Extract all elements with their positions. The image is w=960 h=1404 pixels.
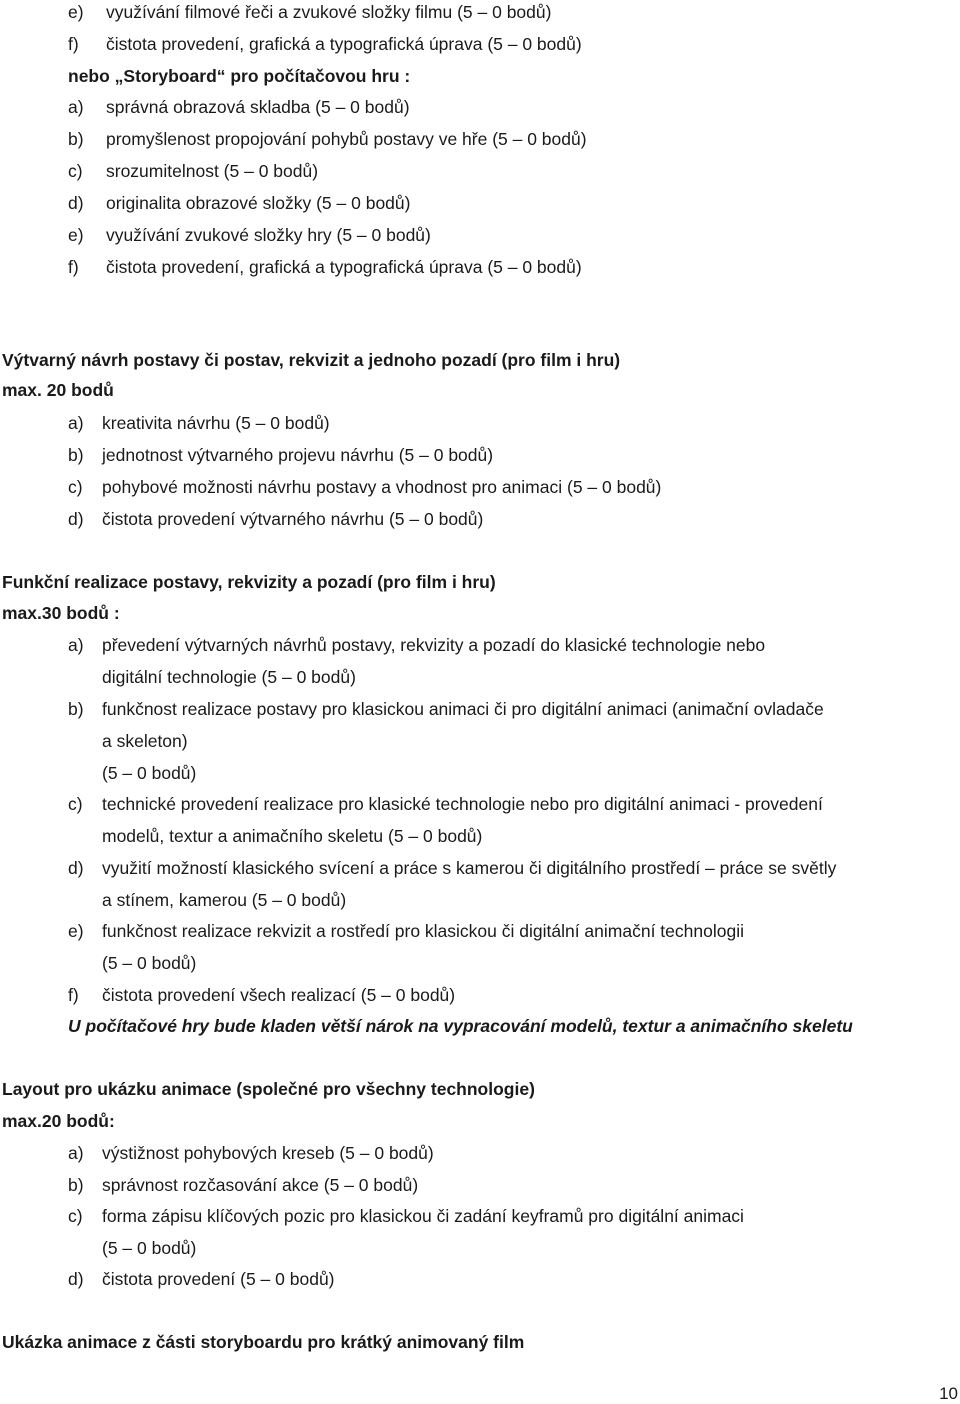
list-label: d) <box>68 858 84 878</box>
list-item-continued: (5 – 0 bodů) <box>102 953 197 973</box>
list-label: c) <box>68 161 83 181</box>
list-item-continued: (5 – 0 bodů) <box>102 1238 197 1258</box>
list-label: a) <box>68 1143 84 1163</box>
list-item-continued: digitální technologie (5 – 0 bodů) <box>102 667 356 687</box>
note: U počítačové hry bude kladen větší nárok na vypracování modelů, textur a animačního skeletu <box>68 1016 853 1036</box>
section-heading: Výtvarný návrh postavy či postav, rekvizit a jednoho pozadí (pro film i hru) <box>2 350 621 370</box>
list-label: f) <box>68 257 79 277</box>
list-label: c) <box>68 1206 83 1226</box>
list-item: promyšlenost propojování pohybů postavy ve hře (5 – 0 bodů) <box>106 129 587 149</box>
list-item: forma zápisu klíčových pozic pro klasickou či zadání keyframů pro digitální animaci <box>102 1206 744 1226</box>
list-item: správná obrazová skladba (5 – 0 bodů) <box>106 97 410 117</box>
list-item: čistota provedení (5 – 0 bodů) <box>102 1269 335 1289</box>
list-item: využívání filmové řeči a zvukové složky filmu (5 – 0 bodů) <box>106 2 552 22</box>
list-label: b) <box>68 1175 84 1195</box>
list-label: e) <box>68 2 84 22</box>
list-label: a) <box>68 413 84 433</box>
max-points: max.20 bodů: <box>2 1111 115 1131</box>
list-label: d) <box>68 509 84 529</box>
max-label: max. <box>2 380 42 400</box>
list-item: technické provedení realizace pro klasické technologie nebo pro digitální animaci - provedení <box>102 794 823 814</box>
list-label: b) <box>68 699 84 719</box>
section-heading: Layout pro ukázku animace (společné pro všechny technologie) <box>2 1079 535 1099</box>
list-label: f) <box>68 985 79 1005</box>
list-label: b) <box>68 129 84 149</box>
list-label: c) <box>68 477 83 497</box>
list-label: d) <box>68 1269 84 1289</box>
list-label: e) <box>68 921 84 941</box>
list-item-continued: a stínem, kamerou (5 – 0 bodů) <box>102 890 347 910</box>
section-heading: Ukázka animace z části storyboardu pro krátký animovaný film <box>2 1332 525 1352</box>
list-item: čistota provedení, grafická a typografická úprava (5 – 0 bodů) <box>106 34 582 54</box>
list-item-continued: (5 – 0 bodů) <box>102 763 197 783</box>
section-heading: Funkční realizace postavy, rekvizity a pozadí (pro film i hru) <box>2 572 496 592</box>
max-points <box>2 379 114 401</box>
list-item: čistota provedení, grafická a typografická úprava (5 – 0 bodů) <box>106 257 582 277</box>
list-item-continued: modelů, textur a animačního skeletu (5 – 0 bodů) <box>102 826 483 846</box>
list-label: a) <box>68 635 84 655</box>
storyboard-heading: nebo „Storyboard“ pro počítačovou hru : <box>68 66 411 86</box>
list-item: pohybové možnosti návrhu postavy a vhodnost pro animaci (5 – 0 bodů) <box>102 477 662 497</box>
max-value: 20 bodů <box>41 380 114 400</box>
list-item: kreativita návrhu (5 – 0 bodů) <box>102 413 330 433</box>
list-label: d) <box>68 193 84 213</box>
list-label: b) <box>68 445 84 465</box>
list-item: jednotnost výtvarného projevu návrhu (5 – 0 bodů) <box>102 445 494 465</box>
list-item: originalita obrazové složky (5 – 0 bodů) <box>106 193 411 213</box>
list-item: čistota provedení všech realizací (5 – 0 bodů) <box>102 985 456 1005</box>
list-item: srozumitelnost (5 – 0 bodů) <box>106 161 319 181</box>
list-label: c) <box>68 794 83 814</box>
max-points: max.30 bodů : <box>2 603 120 623</box>
list-item: využití možností klasického svícení a práce s kamerou či digitálního prostředí – práce se světly <box>102 858 837 878</box>
list-label: a) <box>68 97 84 117</box>
list-item: čistota provedení výtvarného návrhu (5 – 0 bodů) <box>102 509 484 529</box>
list-item-continued: a skeleton) <box>102 731 188 751</box>
list-item: využívání zvukové složky hry (5 – 0 bodů) <box>106 225 431 245</box>
list-item: převedení výtvarných návrhů postavy, rekvizity a pozadí do klasické technologie nebo <box>102 635 766 655</box>
list-item: funkčnost realizace rekvizit a rostředí pro klasickou či digitální animační technologii <box>102 921 744 941</box>
list-item: funkčnost realizace postavy pro klasickou animaci či pro digitální animaci (animační ovladače <box>102 699 824 719</box>
list-label: e) <box>68 225 84 245</box>
list-label: f) <box>68 34 79 54</box>
list-item: výstižnost pohybových kreseb (5 – 0 bodů) <box>102 1143 434 1163</box>
list-item: správnost rozčasování akce (5 – 0 bodů) <box>102 1175 419 1195</box>
page-number: 10 <box>939 1384 958 1403</box>
